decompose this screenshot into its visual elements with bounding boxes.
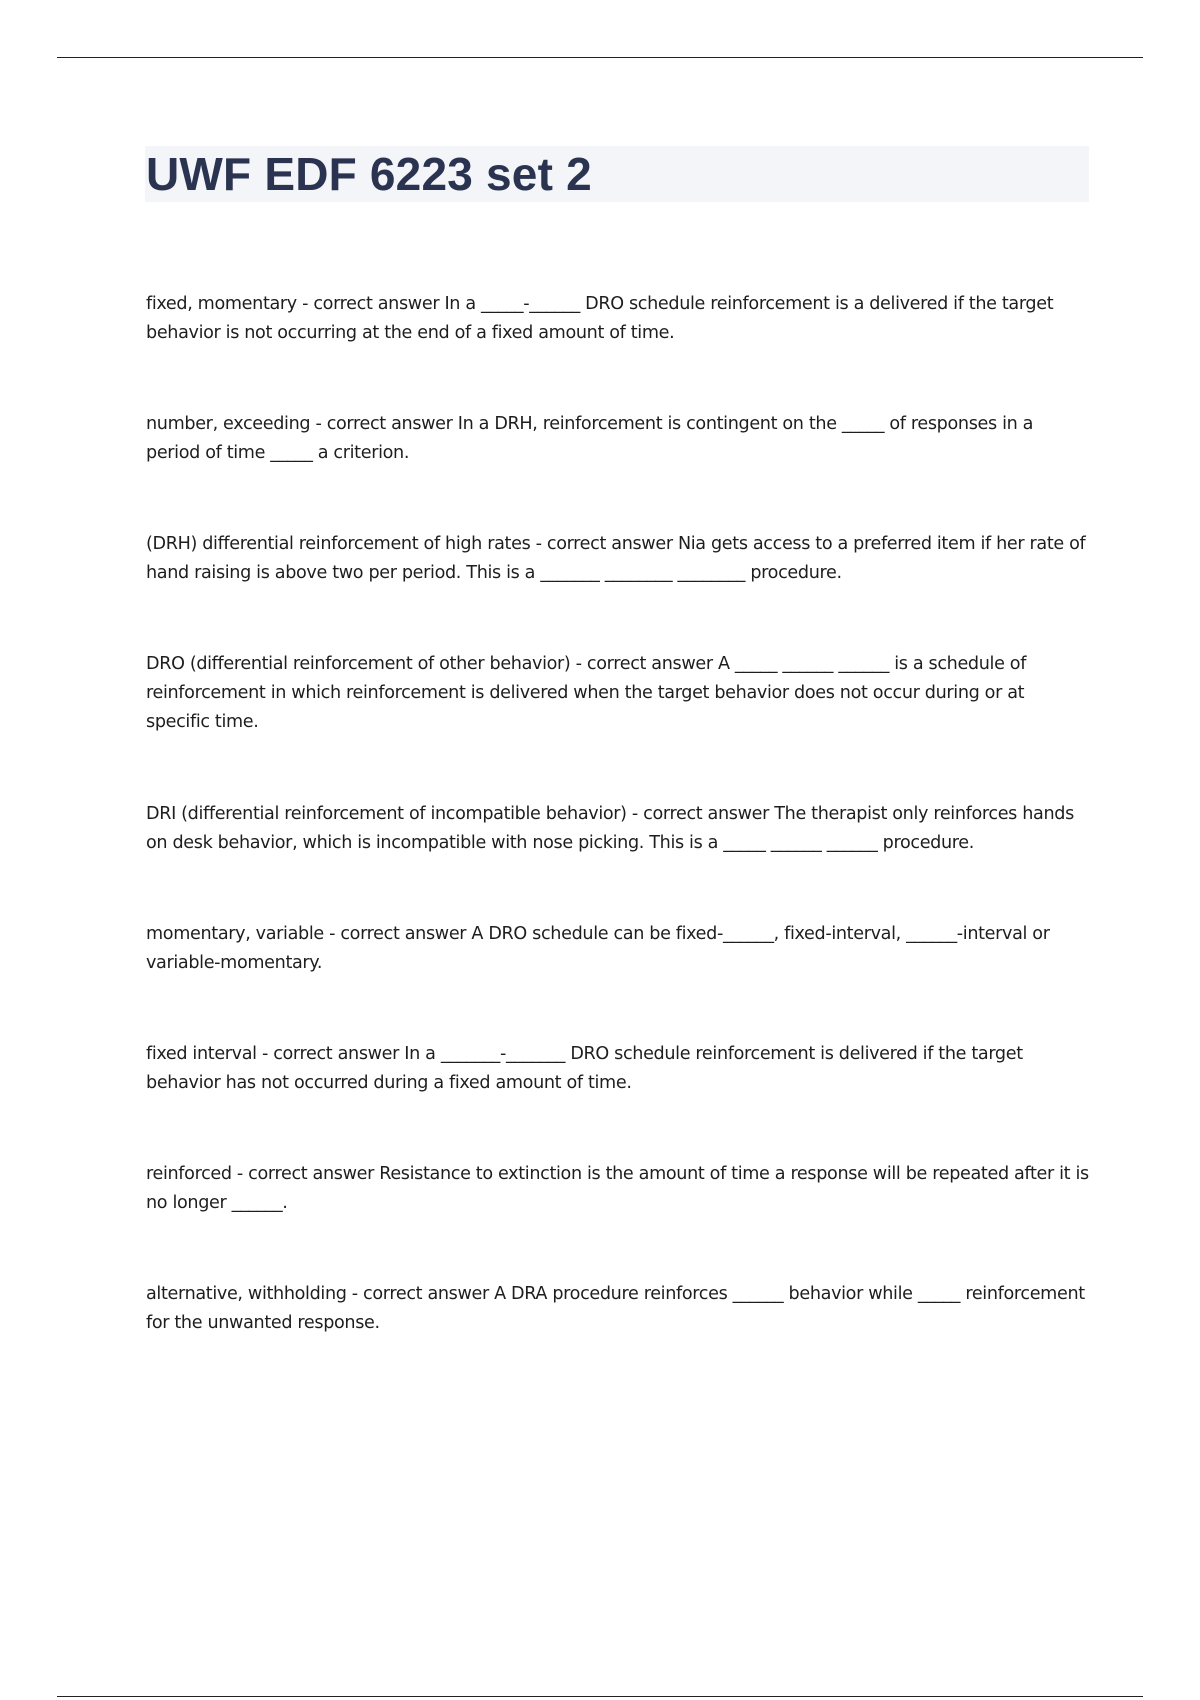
top-rule [57, 57, 1143, 58]
qa-item-6: momentary, variable - correct answer A DRO schedule can be fixed-______, fixed-interval, ______-interval or variable-momentary. [146, 924, 1050, 973]
qa-item-5: DRI (differential reinforcement of incompatible behavior) - correct answer The therapist only reinforces hands on desk behavior, which is incompatible with nose picking. This is a _____ ______ ______ procedure. [146, 804, 1074, 853]
bottom-rule [57, 1696, 1143, 1697]
qa-item-9: alternative, withholding - correct answer A DRA procedure reinforces ______ behavior while _____ reinforcement for the unwanted response. [146, 1284, 1085, 1333]
qa-item-1: fixed, momentary - correct answer In a _____-______ DRO schedule reinforcement is a delivered if the target behavior is not occurring at the end of a fixed amount of time. [146, 294, 1054, 343]
document-title: UWF EDF 6223 set 2 [146, 148, 592, 200]
qa-item-3: (DRH) differential reinforcement of high rates - correct answer Nia gets access to a preferred item if her rate of hand raising is above two per period. This is a _______ ________ ________ procedure. [146, 534, 1086, 583]
qa-item-7: fixed interval - correct answer In a _______-_______ DRO schedule reinforcement is delivered if the target behavior has not occurred during a fixed amount of time. [146, 1044, 1023, 1093]
qa-item-4: DRO (differential reinforcement of other behavior) - correct answer A _____ ______ ______ is a schedule of reinforcement in which reinforcement is delivered when the target behavior does not occur during or at specific time. [146, 654, 1027, 732]
qa-item-8: reinforced - correct answer Resistance to extinction is the amount of time a response will be repeated after it is no longer ______. [146, 1164, 1089, 1213]
qa-item-2: number, exceeding - correct answer In a DRH, reinforcement is contingent on the _____ of responses in a period of time _____ a criterion. [146, 414, 1034, 463]
